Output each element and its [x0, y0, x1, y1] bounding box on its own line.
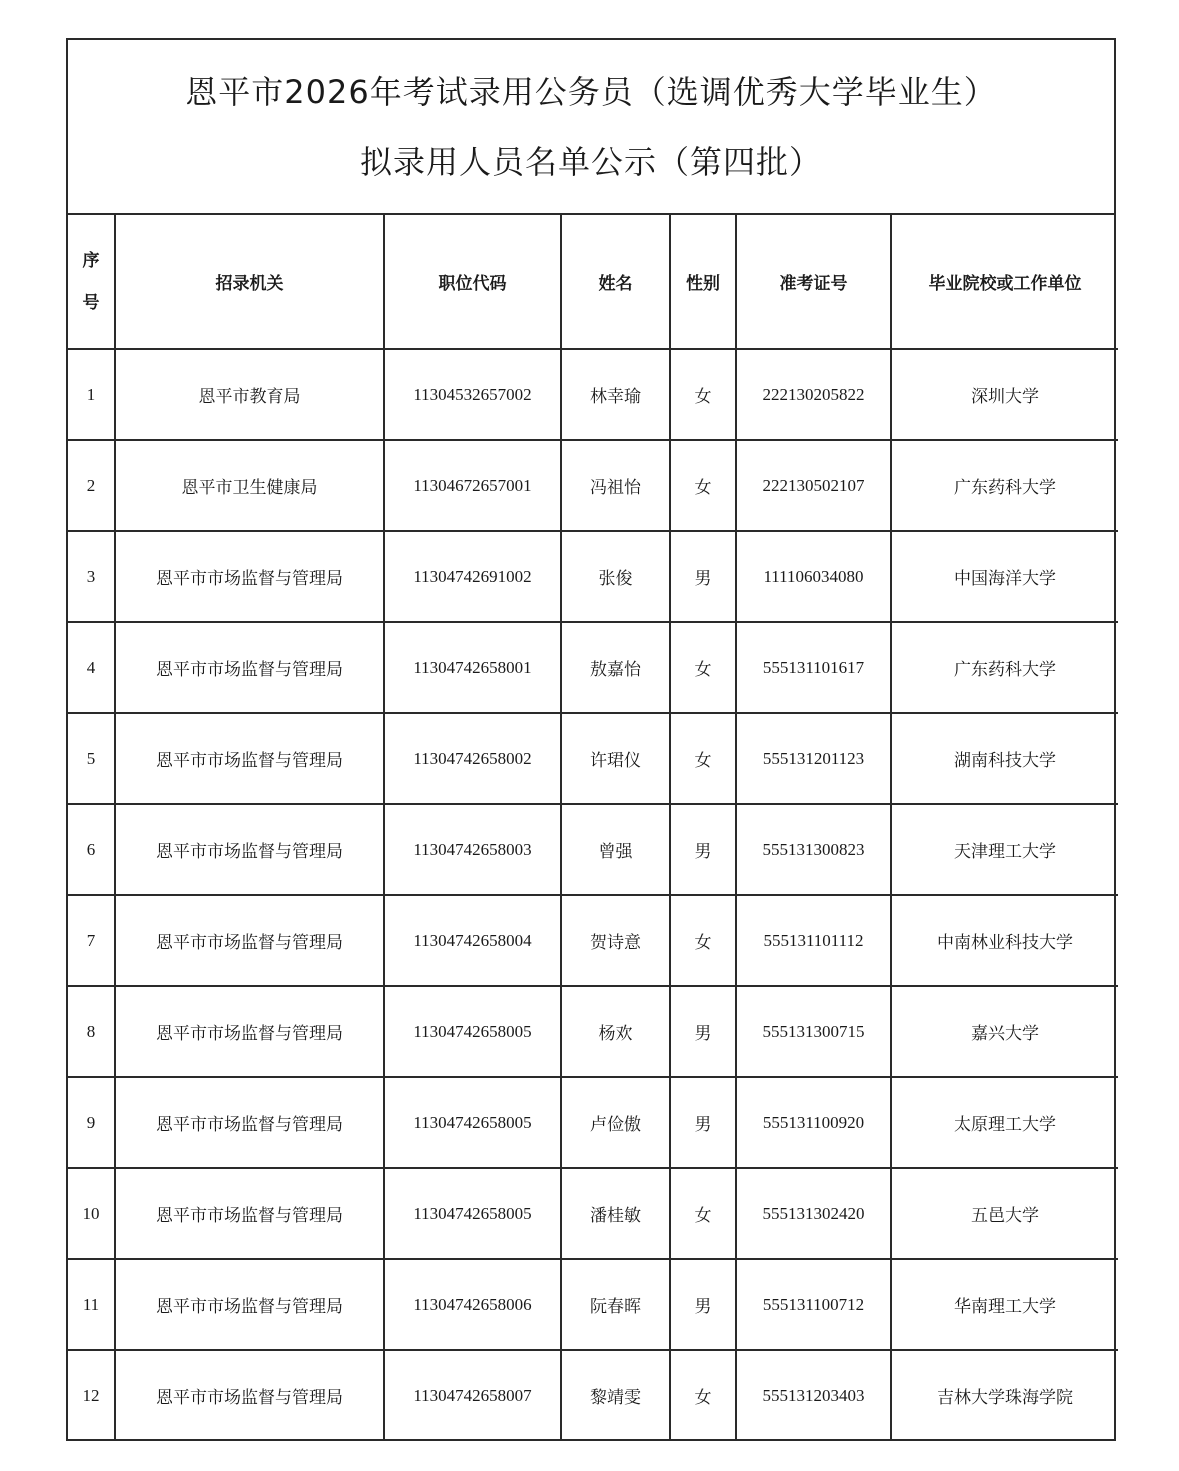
- cell-name: 黎靖雯: [561, 1350, 670, 1440]
- title-block: [68, 40, 1114, 215]
- cell-name: 卢俭傲: [561, 1077, 670, 1168]
- cell-position-code: 11304742658006: [384, 1259, 561, 1350]
- header-position-code: 职位代码: [384, 215, 561, 349]
- cell-agency: 恩平市市场监督与管理局: [115, 895, 384, 986]
- cell-exam-id: 555131100920: [736, 1077, 891, 1168]
- cell-position-code: 11304742658004: [384, 895, 561, 986]
- cell-position-code: 11304742658001: [384, 622, 561, 713]
- table-row: [68, 1077, 1118, 1168]
- cell-position-code: 11304742658002: [384, 713, 561, 804]
- cell-agency: 恩平市市场监督与管理局: [115, 1259, 384, 1350]
- cell-position-code: 11304742658007: [384, 1350, 561, 1440]
- cell-seq: 10: [68, 1168, 115, 1259]
- cell-agency: 恩平市教育局: [115, 349, 384, 440]
- cell-position-code: 11304672657001: [384, 440, 561, 531]
- table-row: [68, 440, 1118, 531]
- table-row: [68, 622, 1118, 713]
- table-row: [68, 349, 1118, 440]
- cell-exam-id: 555131300823: [736, 804, 891, 895]
- cell-seq: 1: [68, 349, 115, 440]
- table-row: [68, 986, 1118, 1077]
- cell-position-code: 11304742691002: [384, 531, 561, 622]
- header-agency: 招录机关: [115, 215, 384, 349]
- cell-gender: 女: [670, 713, 736, 804]
- document-title-line-2: 拟录用人员名单公示（第四批）: [359, 142, 822, 181]
- cell-gender: 男: [670, 531, 736, 622]
- cell-name: 潘桂敏: [561, 1168, 670, 1259]
- cell-exam-id: 555131302420: [736, 1168, 891, 1259]
- cell-school: 广东药科大学: [891, 440, 1118, 531]
- cell-gender: 女: [670, 1350, 736, 1440]
- header-seq: 序 号: [68, 215, 115, 349]
- cell-school: 吉林大学珠海学院: [891, 1350, 1118, 1440]
- cell-agency: 恩平市市场监督与管理局: [115, 986, 384, 1077]
- cell-exam-id: 222130205822: [736, 349, 891, 440]
- cell-seq: 2: [68, 440, 115, 531]
- cell-position-code: 11304742658005: [384, 986, 561, 1077]
- cell-gender: 女: [670, 349, 736, 440]
- cell-school: 华南理工大学: [891, 1259, 1118, 1350]
- cell-school: 天津理工大学: [891, 804, 1118, 895]
- cell-name: 林幸瑜: [561, 349, 670, 440]
- cell-exam-id: 111106034080: [736, 531, 891, 622]
- cell-gender: 女: [670, 622, 736, 713]
- cell-exam-id: 555131100712: [736, 1259, 891, 1350]
- cell-school: 湖南科技大学: [891, 713, 1118, 804]
- cell-exam-id: 555131101617: [736, 622, 891, 713]
- cell-seq: 3: [68, 531, 115, 622]
- document-title-line-1: 恩平市2026年考试录用公务员（选调优秀大学毕业生）: [185, 72, 997, 111]
- cell-exam-id: 222130502107: [736, 440, 891, 531]
- cell-name: 敖嘉怡: [561, 622, 670, 713]
- cell-exam-id: 555131203403: [736, 1350, 891, 1440]
- cell-gender: 男: [670, 986, 736, 1077]
- cell-gender: 男: [670, 1077, 736, 1168]
- table-row: [68, 804, 1118, 895]
- cell-agency: 恩平市市场监督与管理局: [115, 804, 384, 895]
- cell-seq: 8: [68, 986, 115, 1077]
- cell-seq: 6: [68, 804, 115, 895]
- cell-name: 许珺仪: [561, 713, 670, 804]
- cell-agency: 恩平市卫生健康局: [115, 440, 384, 531]
- header-name: 姓名: [561, 215, 670, 349]
- cell-exam-id: 555131101112: [736, 895, 891, 986]
- cell-school: 五邑大学: [891, 1168, 1118, 1259]
- cell-gender: 男: [670, 804, 736, 895]
- table-row: [68, 895, 1118, 986]
- cell-gender: 女: [670, 1168, 736, 1259]
- candidate-table: [68, 215, 1118, 1440]
- header-gender: 性别: [670, 215, 736, 349]
- header-exam-id: 准考证号: [736, 215, 891, 349]
- cell-agency: 恩平市市场监督与管理局: [115, 1350, 384, 1440]
- cell-school: 太原理工大学: [891, 1077, 1118, 1168]
- cell-position-code: 11304742658003: [384, 804, 561, 895]
- cell-school: 中南林业科技大学: [891, 895, 1118, 986]
- cell-exam-id: 555131201123: [736, 713, 891, 804]
- table-header-row: [68, 215, 1118, 349]
- cell-school: 深圳大学: [891, 349, 1118, 440]
- cell-name: 贺诗意: [561, 895, 670, 986]
- cell-school: 嘉兴大学: [891, 986, 1118, 1077]
- cell-seq: 12: [68, 1350, 115, 1440]
- cell-seq: 4: [68, 622, 115, 713]
- cell-agency: 恩平市市场监督与管理局: [115, 531, 384, 622]
- cell-name: 杨欢: [561, 986, 670, 1077]
- cell-agency: 恩平市市场监督与管理局: [115, 622, 384, 713]
- cell-name: 冯祖怡: [561, 440, 670, 531]
- cell-position-code: 11304532657002: [384, 349, 561, 440]
- cell-gender: 男: [670, 1259, 736, 1350]
- document-frame: [66, 38, 1116, 1441]
- cell-agency: 恩平市市场监督与管理局: [115, 1168, 384, 1259]
- cell-gender: 女: [670, 895, 736, 986]
- table-row: [68, 1168, 1118, 1259]
- cell-seq: 5: [68, 713, 115, 804]
- table-row: [68, 713, 1118, 804]
- cell-agency: 恩平市市场监督与管理局: [115, 713, 384, 804]
- cell-seq: 11: [68, 1259, 115, 1350]
- cell-name: 曾强: [561, 804, 670, 895]
- cell-exam-id: 555131300715: [736, 986, 891, 1077]
- cell-agency: 恩平市市场监督与管理局: [115, 1077, 384, 1168]
- table-row: [68, 531, 1118, 622]
- cell-school: 广东药科大学: [891, 622, 1118, 713]
- cell-position-code: 11304742658005: [384, 1168, 561, 1259]
- cell-position-code: 11304742658005: [384, 1077, 561, 1168]
- cell-name: 张俊: [561, 531, 670, 622]
- cell-name: 阮春晖: [561, 1259, 670, 1350]
- header-school: 毕业院校或工作单位: [891, 215, 1118, 349]
- cell-school: 中国海洋大学: [891, 531, 1118, 622]
- cell-seq: 9: [68, 1077, 115, 1168]
- table-row: [68, 1350, 1118, 1440]
- table-body: [68, 349, 1118, 1440]
- table-row: [68, 1259, 1118, 1350]
- cell-gender: 女: [670, 440, 736, 531]
- cell-seq: 7: [68, 895, 115, 986]
